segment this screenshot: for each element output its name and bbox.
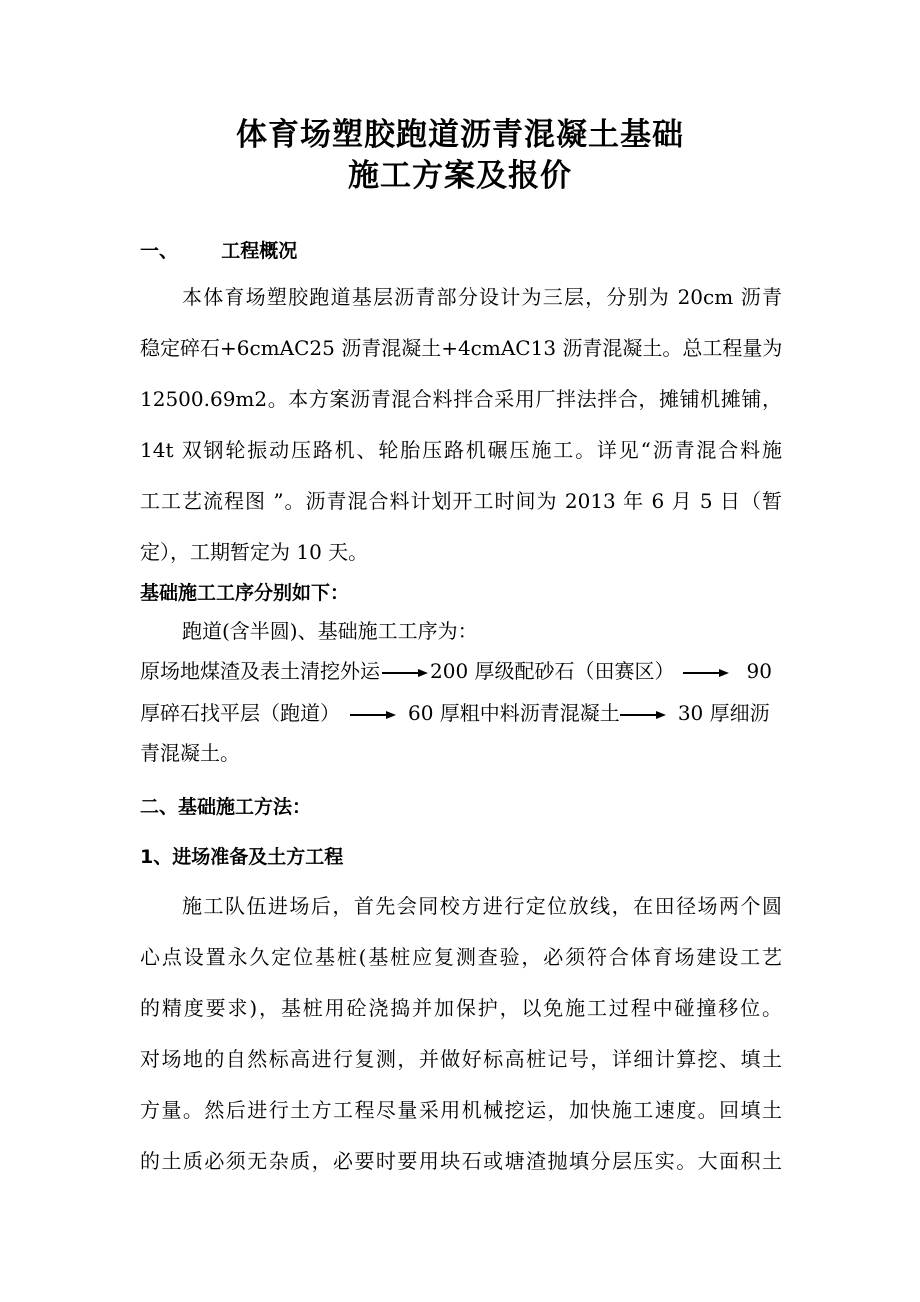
process-flow-line bbox=[140, 700, 782, 726]
section1-para-line: 工工艺流程图 ”。沥青混合料计划开工时间为 2013 年 6 月 5 日（暂 bbox=[140, 489, 782, 513]
flow-step: 200 厚级配砂石（田赛区） bbox=[430, 659, 675, 683]
right-arrow-icon bbox=[350, 710, 396, 720]
flow-step: 原场地煤渣及表土清挖外运 bbox=[140, 659, 380, 683]
section1-para-line: 本体育场塑胶跑道基层沥青部分设计为三层，分别为 20cm 沥青 bbox=[182, 285, 782, 309]
flow-step: 60 厚粗中料沥青混凝土 bbox=[408, 701, 620, 725]
section1-heading-text: 工程概况 bbox=[221, 240, 298, 262]
section2-para-line: 对场地的自然标高进行复测，并做好标高桩记号，详细计算挖、填土 bbox=[140, 1047, 782, 1071]
section2-para-line: 心点设置永久定位基桩(基桩应复测查验，必须符合体育场建设工艺 bbox=[140, 945, 782, 969]
section2-para-line: 的土质必须无杂质，必要时要用块石或塘渣抛填分层压实。大面积土 bbox=[140, 1149, 782, 1173]
flow-step: 30 厚细沥 bbox=[677, 701, 770, 725]
section1-para-line: 稳定碎石+6cmAC25 沥青混凝土+4cmAC13 沥青混凝土。总工程量为 bbox=[140, 336, 783, 360]
document-title-line2: 施工方案及报价 bbox=[348, 158, 572, 194]
process-intro: 跑道(含半圆)、基础施工工序为： bbox=[182, 619, 478, 643]
section2-subheading: 1、进场准备及土方工程 bbox=[140, 846, 344, 868]
section1-para-line: 定），工期暂定为 10 天。 bbox=[140, 540, 369, 564]
process-flow-line bbox=[140, 658, 782, 684]
process-flow-line: 青混凝土。 bbox=[140, 741, 240, 765]
flow-step: 90 bbox=[746, 659, 772, 683]
section2-heading: 二、基础施工方法： bbox=[140, 796, 312, 818]
right-arrow-icon bbox=[683, 668, 729, 678]
section2-para-line: 方量。然后进行土方工程尽量采用机械挖运，加快施工速度。回填土 bbox=[140, 1098, 782, 1122]
right-arrow-icon bbox=[620, 710, 666, 720]
section1-para-line: 12500.69m2。本方案沥青混合料拌合采用厂拌法拌合，摊铺机摊铺， bbox=[140, 387, 782, 411]
section1-heading bbox=[140, 236, 297, 263]
document-title-line1: 体育场塑胶跑道沥青混凝土基础 bbox=[236, 117, 684, 153]
process-heading: 基础施工工序分别如下： bbox=[140, 582, 350, 604]
section2-para-line: 的精度要求)，基桩用砼浇捣并加保护，以免施工过程中碰撞移位。 bbox=[140, 996, 782, 1020]
section1-heading-number: 一、 bbox=[140, 240, 179, 262]
section2-para-line: 施工队伍进场后，首先会同校方进行定位放线，在田径场两个圆 bbox=[182, 894, 782, 918]
right-arrow-icon bbox=[382, 668, 428, 678]
flow-step: 厚碎石找平层（跑道） bbox=[140, 701, 340, 725]
section1-para-line: 14t 双钢轮振动压路机、轮胎压路机碾压施工。详见“沥青混合料施 bbox=[140, 438, 782, 462]
